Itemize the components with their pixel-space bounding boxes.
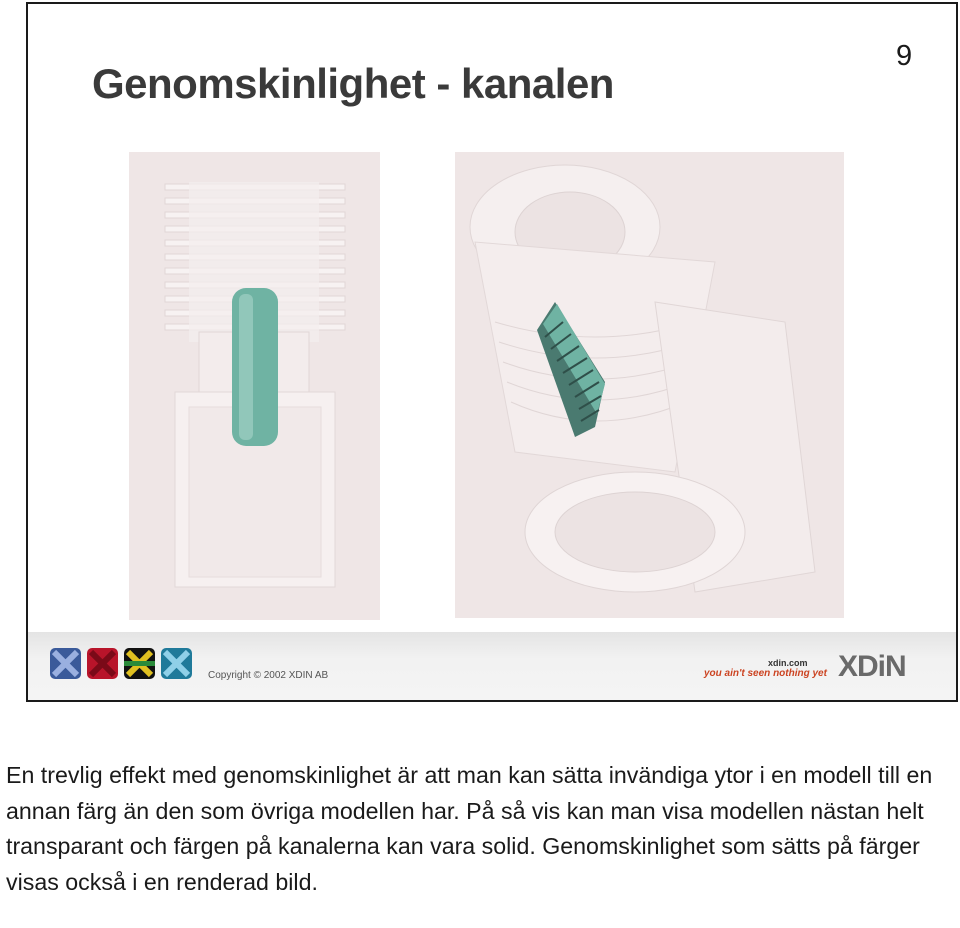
copyright-text: Copyright © 2002 XDIN AB: [208, 670, 329, 681]
brand-site: xdin.com: [768, 658, 808, 668]
page-number: 9: [896, 40, 913, 72]
logo-row: [50, 648, 192, 679]
slide-footer: [28, 632, 956, 700]
x-logo-teal-icon: [161, 648, 192, 679]
body-paragraph: En trevlig effekt med genomskinlighet är att man kan sätta invändiga ytor i en modell till en annan färg än den som övriga modellen har. På så vis kan man visa modellen nästan helt transparant och färgen på kanalerna kan vara solid. Genomskinlighet som sätts på färger visas också i en renderad bild.: [6, 762, 933, 895]
brand-slogan: you ain't seen nothing yet: [704, 668, 827, 679]
cylinder-iso-drawing: [455, 152, 844, 618]
slide-title: Genomskinlighet - kanalen: [92, 60, 614, 107]
x-logo-green-icon: [124, 648, 155, 679]
cylinder-iso-image: [455, 152, 844, 618]
x-logo-red-icon: [87, 648, 118, 679]
xdin-logo: XDiN: [838, 650, 906, 683]
x-logo-blue-icon: [50, 648, 81, 679]
cylinder-front-drawing: [129, 152, 380, 620]
cylinder-front-image: [129, 152, 380, 620]
